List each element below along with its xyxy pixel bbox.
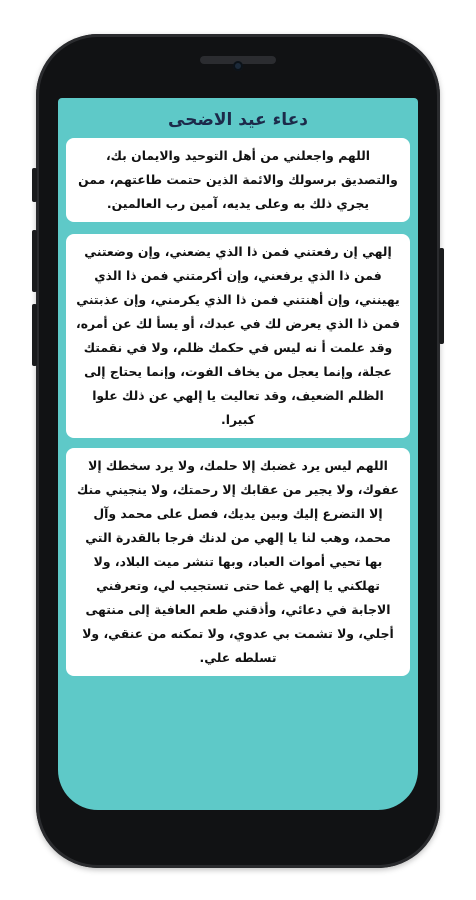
page-title: دعاء عيد الاضحى (168, 110, 308, 130)
dua-card-1[interactable] (66, 138, 410, 222)
phone-frame (36, 34, 440, 868)
volume-up-button (32, 230, 37, 292)
dua-card-3[interactable] (66, 448, 410, 676)
mute-switch (32, 168, 37, 202)
dua-text-2: إلهي إن رفعتني فمن ذا الذي يضعني، وإن وضعتني فمن ذا الذي يرفعني، وإن أكرمتني فمن ذا الذي يهينني، وإن أهنتني فمن ذا الذي يكرمني، وإن عذبتني فمن ذا الذي يعرض لك في عبدك، أو يسأ لك عن أمره، وقد علمت أ نه ليس في حكمك ظلم، ولا في نقمتك عجلة، وإنما يعجل من يخاف الفوت، وإنما يحتاج إلى الظلم الضعيف، وقد تعاليت يا إلهي عن ذلك علوا كبيرا. (76, 244, 400, 427)
power-button (439, 248, 444, 344)
dua-card-2[interactable] (66, 234, 410, 438)
volume-down-button (32, 304, 37, 366)
front-camera (233, 61, 243, 71)
dua-text-1: اللهم واجعلني من أهل التوحيد والايمان بك، والتصديق برسولك والائمة الذين حتمت طاعتهم، ممن يجري ذلك به وعلى يديه، آمين رب العالمين. (78, 148, 398, 211)
dua-text-3: اللهم ليس يرد غضبك إلا حلمك، ولا يرد سخطك إلا عفوك، ولا يجير من عقابك إلا رحمتك، ولا ينجيني منك إلا التضرع إليك وبين يديك، فصل على محمد وآل محمد، وهب لنا يا إلهي من لدنك فرجا بالقدرة التي بها تحيي أموات العباد، وبها تنشر ميت البلاد، ولا تهلكني يا إلهي غما حتى تستجيب لي، وتعرفني الاجابة في دعائي، وأذقني طعم العافية إلى منتهى أجلي، ولا تشمت بي عدوي، ولا تمكنه من عنقي، ولا تسلطه علي. (77, 458, 399, 665)
app-screen[interactable] (58, 98, 418, 810)
